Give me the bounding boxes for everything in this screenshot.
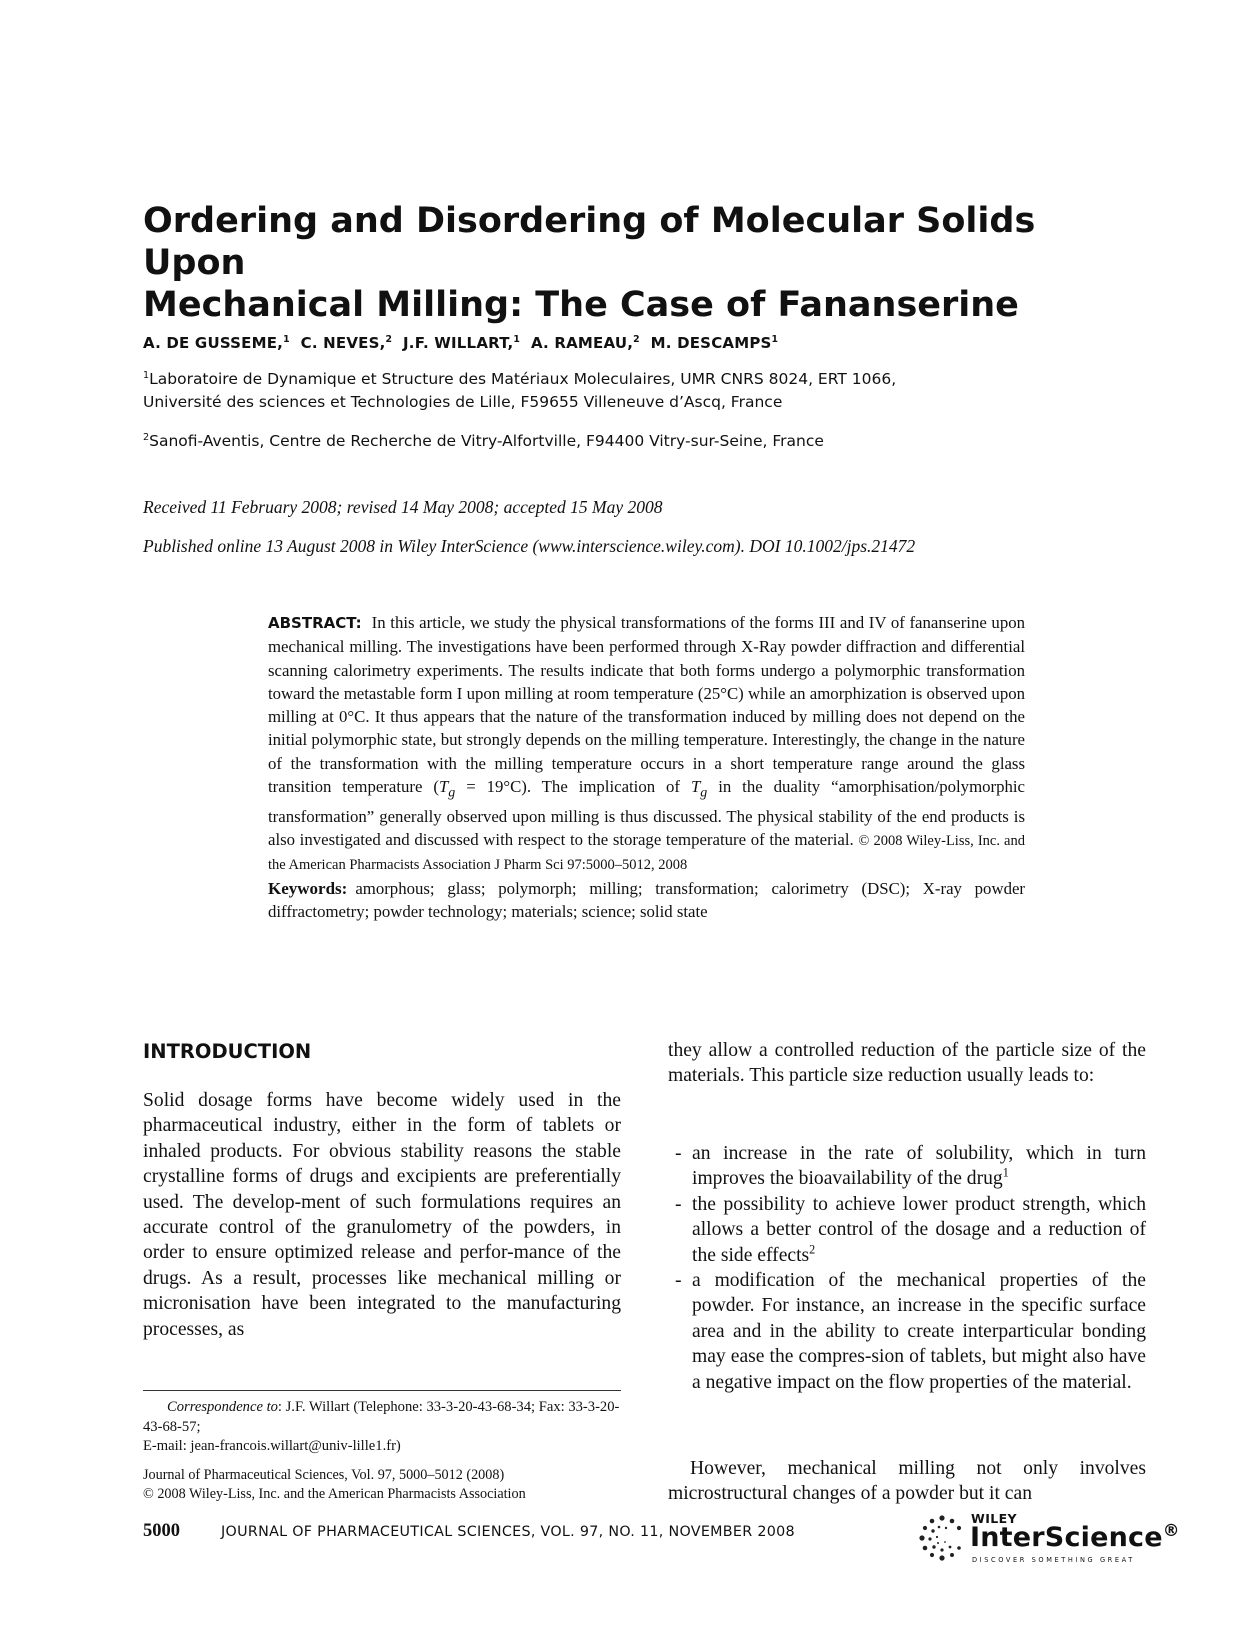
dots-emblem-icon bbox=[915, 1511, 969, 1565]
introduction-paragraph-1: Solid dosage forms have become widely used in the pharmaceutical industry, either in the form of tablets or inhaled products. For obvious stability reasons the stable crystalline forms of drugs and excipients are preferentially used. The develop-ment of such formulations requires an accurate control of the granulometry of the powders, in order to ensure optimized release and perfor-mance of the drugs. As a result, processes like mechanical milling or micronisation have been integrated to the manufacturing processes, as bbox=[143, 1090, 621, 1340]
author: A. DE GUSSEME,$^1$ bbox=[143, 334, 290, 352]
title-line-2: Mechanical Milling: The Case of Fananserine bbox=[143, 285, 1019, 325]
author: J.F. WILLART,$^1$ bbox=[403, 334, 521, 352]
introduction-paragraph-1-continued: they allow a controlled reduction of the particle size of the materials. This particle size reduction usually leads to: bbox=[668, 1040, 1146, 1087]
list-item: - an increase in the rate of solubility, which in turn improves the bioavailability of the drug$^1$ bbox=[675, 1143, 1146, 1190]
list-item: - a modification of the mechanical properties of the powder. For instance, an increase in the specific surface area and in the ability to create interparticular bonding may ease the compres-sion of tablets, but might also have a negative impact on the flow properties of the material. bbox=[675, 1270, 1146, 1393]
correspondence-footnote: Correspondence to: J.F. Willart (Telephone: 33-3-20-43-68-34; Fax: 33-3-20-43-68-57; E-mail: jean-francois.willart@univ-lille1.fr) Journal of Pharmaceutical Sciences, Vol. 97, 5000–5012 (2008) © 2008 Wiley-Liss, Inc. and the American Pharmacists Association bbox=[143, 1399, 620, 1502]
author: C. NEVES,$^2$ bbox=[300, 334, 393, 352]
affiliation-1: $^1$Laboratoire de Dynamique et Structure des Matériaux Moleculaires, UMR CNRS 8024, ERT 1066, Université des sciences et Technologies de Lille, F59655 Villeneuve d’Ascq, France bbox=[143, 369, 897, 411]
page-number: 5000 bbox=[143, 1521, 180, 1541]
benefits-list bbox=[668, 1141, 1146, 1395]
abstract-block: ABSTRACT: In this article, we study the physical transformations of the forms III and IV of fananserine upon mechanical milling. The investigations have been performed through X-Ray powder diffraction and differential scanning calorimetry experiments. The results indicate that both forms undergo a polymorphic transformation toward the metastable form I upon milling at room temperature (25°C) while an amorphization is observed upon milling at 0°C. It thus appears that the nature of the transformation induced by milling does not depend on the initial polymorphic state, but strongly depends on the milling temperature. Interestingly, the change in the nature of the transformation with the milling temperature occurs in a short temperature range around the glass transition temperature $(T_g = 19^\circ C)$. The implication of $T_g$ in the duality “amorphisation/polymorphic transformation” generally observed upon milling is thus discussed. The physical stability of the end products is also investigated and discussed with respect to the storage temperature of the material. © 2008 Wiley-Liss, Inc. and the American Pharmacists Association J Pharm Sci 97:5000–5012, 2008 Keywords: amorphous; glass; polymorph; milling; transformation; calorimetry (DSC); X-ray powder diffractometry; powder technology; materials; science; solid state bbox=[268, 611, 1025, 924]
correspondence-email: E-mail: jean-francois.willart@univ-lille1.fr) bbox=[143, 1438, 401, 1454]
abstract-label: ABSTRACT: bbox=[268, 614, 362, 632]
logo-tagline: DISCOVER SOMETHING GREAT bbox=[972, 1556, 1135, 1564]
footnote-divider bbox=[143, 1390, 621, 1391]
abstract-text-c: in the duality “amorphisation/polymorphic transformation” generally observed upon milling is thus discussed. The physical stability of the end products is also investigated and discussed with respect to the storage temperature of the material. bbox=[268, 777, 1025, 850]
introduction-paragraph-2: However, mechanical milling not only involves microstructural changes of a powder but it can bbox=[668, 1458, 1146, 1505]
journal-citation: Journal of Pharmaceutical Sciences, Vol. 97, 5000–5012 (2008) © 2008 Wiley-Liss, Inc. and the American Pharmacists Association bbox=[143, 1466, 526, 1502]
title-line-1: Ordering and Disordering of Molecular Solids Upon bbox=[143, 201, 1036, 283]
keywords-text: amorphous; glass; polymorph; milling; transformation; calorimetry (DSC); X-ray powder diffractometry; powder technology; materials; science; solid state bbox=[268, 879, 1025, 922]
keywords bbox=[268, 877, 1025, 924]
section-heading-introduction: INTRODUCTION bbox=[143, 1040, 312, 1063]
running-head: JOURNAL OF PHARMACEUTICAL SCIENCES, VOL. 97, NO. 11, NOVEMBER 2008 bbox=[221, 1524, 795, 1540]
article-title bbox=[143, 200, 1093, 326]
author-list bbox=[143, 334, 778, 352]
interscience-wordmark: InterScience® bbox=[970, 1520, 1180, 1553]
abstract-text-b: = 19°C). The implication of bbox=[455, 777, 691, 797]
author: A. RAMEAU,$^2$ bbox=[530, 334, 640, 352]
wiley-wordmark: WILEY bbox=[971, 1511, 1017, 1526]
received-dates: Received 11 February 2008; revised 14 May 2008; accepted 15 May 2008 bbox=[143, 497, 663, 517]
author: M. DESCAMPS$^1$ bbox=[650, 334, 779, 352]
list-item: - the possibility to achieve lower product strength, which allows a better control of the dosage and a reduction of the side effects$^2$ bbox=[675, 1193, 1146, 1266]
correspondence-label: Correspondence to bbox=[167, 1399, 278, 1415]
abstract-text-a: In this article, we study the physical transformations of the forms III and IV of fananserine upon mechanical milling. The investigations have been performed through X-Ray powder diffraction and differential scanning calorimetry experiments. The results indicate that both forms undergo a polymorphic transformation toward the metastable form I upon milling at room temperature (25°C) while an amorphization is observed upon milling at 0°C. It thus appears that the nature of the transformation induced by milling does not depend on the initial polymorphic state, but strongly depends on the milling temperature. Interestingly, the change in the nature of the transformation with the milling temperature occurs in a short temperature range around the glass transition temperature ( bbox=[268, 613, 1025, 797]
abstract-copyright: © 2008 Wiley-Liss, Inc. and the American Pharmacists Association J Pharm Sci 97:5000–5012, 2008 bbox=[268, 833, 1025, 874]
publication-info: Published online 13 August 2008 in Wiley InterScience (www.interscience.wiley.com). DOI 10.1002/jps.21472 bbox=[143, 536, 916, 556]
affiliation-2: $^2$Sanofi-Aventis, Centre de Recherche de Vitry-Alfortville, F94400 Vitry-sur-Seine, France bbox=[143, 431, 824, 450]
keywords-label: Keywords: bbox=[268, 879, 348, 899]
wiley-interscience-logo bbox=[915, 1511, 1180, 1569]
